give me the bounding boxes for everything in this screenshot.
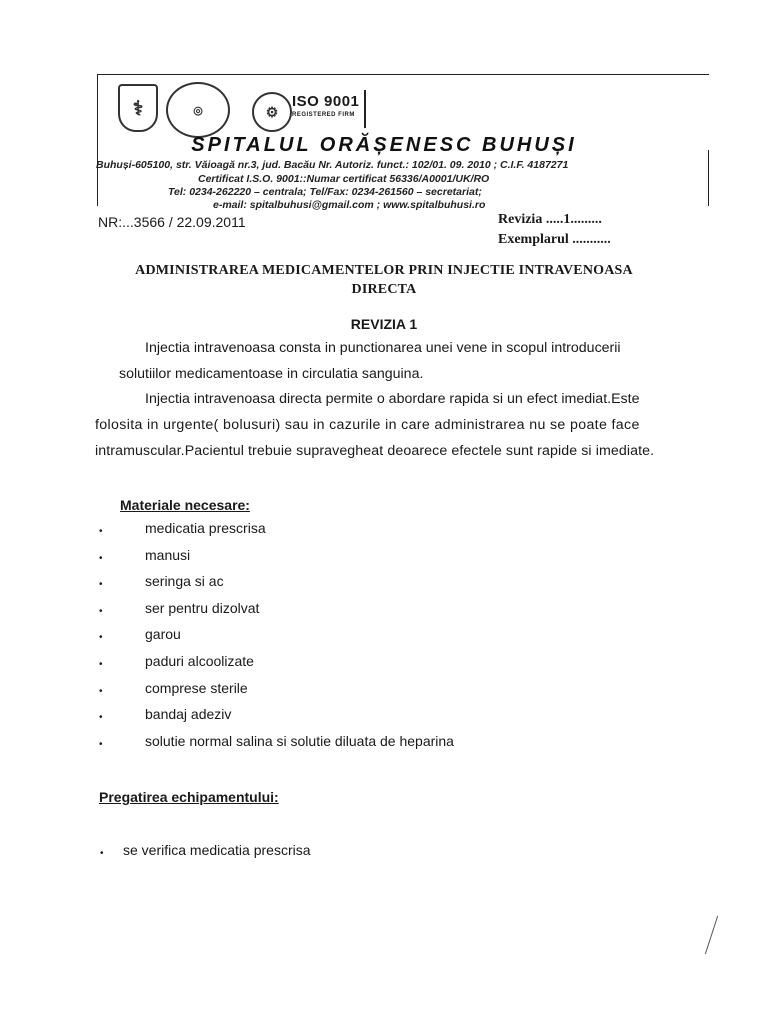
iso-registered-firm-text: REGISTERED FIRM	[292, 112, 355, 118]
revision-field: Revizia .....1.........	[498, 212, 602, 227]
bullet-icon: •	[99, 712, 103, 724]
paragraph-2-line-1: Injectia intravenoasa directa permite o abordare rapida si un efect imediat.Este	[145, 391, 640, 407]
certification-seal-logo: ◎	[166, 82, 230, 138]
bullet-icon: •	[99, 552, 103, 564]
material-item: bandaj adeziv	[145, 706, 232, 723]
bullet-icon: •	[99, 738, 103, 750]
hospital-crest-logo: ⚕	[118, 84, 158, 132]
bullet-icon: •	[99, 579, 103, 591]
bullet-icon: •	[99, 605, 103, 617]
document-title-line2: DIRECTA	[351, 282, 417, 297]
material-item: seringa si ac	[145, 573, 224, 590]
iso-divider	[364, 90, 366, 128]
header-certificate-line: Certificat I.S.O. 9001::Numar certificat 56336/A0001/UK/RO	[198, 173, 490, 185]
document-title-line1: ADMINISTRAREA MEDICAMENTELOR PRIN INJECTIE INTRAVENOASA	[135, 263, 633, 278]
material-item: garou	[145, 626, 181, 643]
preparation-heading: Pregatirea echipamentului:	[99, 789, 279, 805]
iso-certification-text: ISO 9001	[292, 93, 360, 110]
material-item: paduri alcoolizate	[145, 653, 254, 669]
material-item: comprese sterile	[145, 679, 248, 696]
paragraph-2-line-3: intramuscular.Pacientul trebuie supravegheat deoarece efectele sunt rapide si imediate.	[95, 443, 655, 459]
material-item: ser pentru dizolvat	[145, 599, 260, 616]
material-item: manusi	[145, 546, 191, 563]
bullet-icon: •	[99, 659, 103, 670]
bullet-icon: •	[99, 685, 103, 697]
header-frame-right	[708, 150, 709, 206]
iso-gear-icon: ⚙	[252, 92, 292, 132]
bullet-icon: •	[99, 526, 103, 537]
material-item: medicatia prescrisa	[145, 520, 266, 536]
paragraph-2-line-2: folosita in urgente( bolusuri) sau in cazurile in care administrarea nu se poate face	[95, 417, 640, 433]
hospital-name: SPITALUL ORĂȘENESC BUHUȘI	[191, 134, 577, 156]
revision-heading: REVIZIA 1	[350, 316, 418, 332]
preparation-item: se verifica medicatia prescrisa	[123, 842, 311, 858]
header-address-line: Buhuși-605100, str. Văioagă nr.3, jud. Bacău Nr. Autoriz. funct.: 102/01. 09. 2010 ; C.I.F. 4187271	[96, 159, 569, 171]
material-item: solutie normal salina si solutie diluata de heparina	[145, 732, 454, 749]
materials-heading: Materiale necesare:	[120, 497, 250, 513]
paragraph-1-line-2: solutiilor medicamentoase in circulatia sanguina.	[119, 366, 424, 382]
header-frame-top	[97, 74, 709, 75]
document-number: NR:...3566 / 22.09.2011	[98, 214, 246, 230]
scan-mark	[705, 916, 718, 954]
bullet-icon: •	[99, 632, 103, 644]
header-contact-line: e-mail: spitalbuhusi@gmail.com ; www.spitalbuhusi.ro	[213, 199, 486, 211]
header-phone-line: Tel: 0234-262220 – centrala; Tel/Fax: 0234-261560 – secretariat;	[168, 186, 482, 198]
bullet-icon: •	[100, 848, 104, 859]
paragraph-1-line-1: Injectia intravenoasa consta in punctionarea unei vene in scopul introducerii	[145, 340, 621, 356]
copy-field: Exemplarul ...........	[498, 232, 611, 247]
